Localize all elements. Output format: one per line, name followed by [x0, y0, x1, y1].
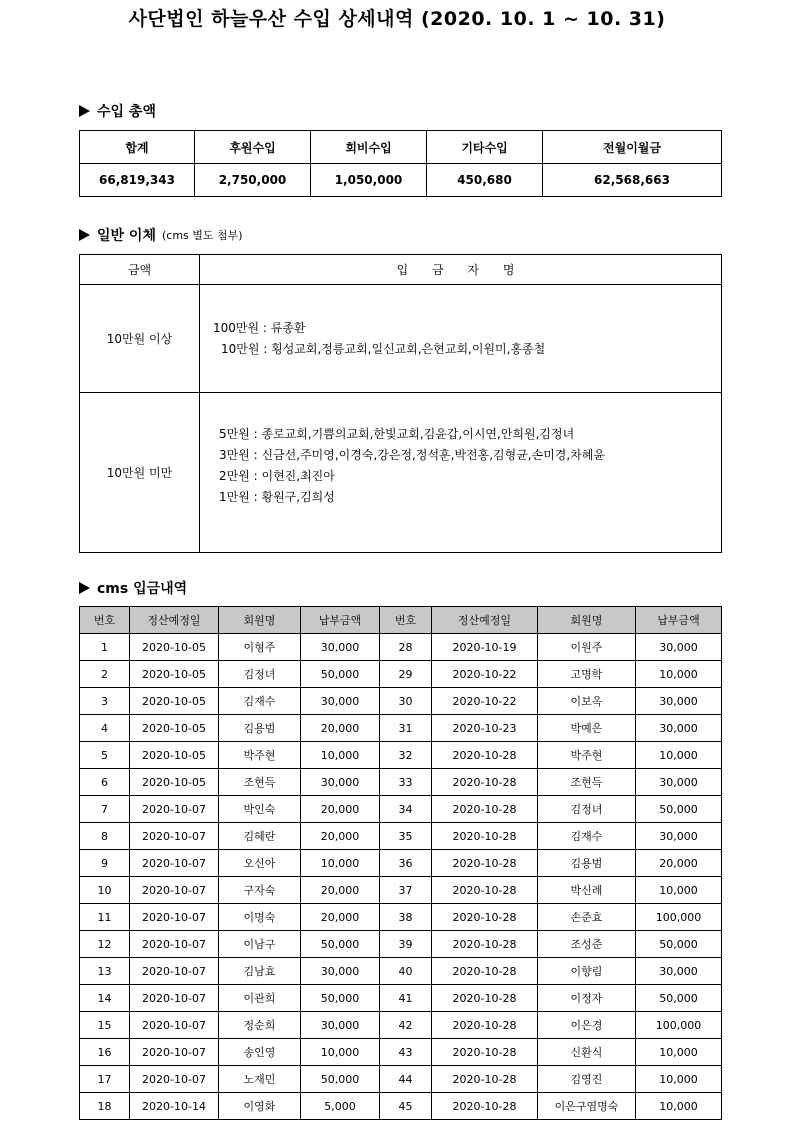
settlement-date-cell: 2020-10-07 — [130, 931, 219, 958]
section-title: cms 입금내역 — [97, 581, 188, 597]
amount-cell: 10,000 — [636, 1039, 722, 1066]
table-row — [80, 769, 722, 796]
table-header-row — [80, 255, 722, 285]
member-name-cell: 이보옥 — [538, 688, 636, 715]
header-cell: 후원수입 — [195, 131, 311, 164]
settlement-date-cell: 2020-10-28 — [432, 985, 538, 1012]
settlement-date-cell: 2020-10-05 — [130, 634, 219, 661]
number-cell: 3 — [80, 688, 130, 715]
member-name-cell: 이원주 — [538, 634, 636, 661]
settlement-date-cell: 2020-10-07 — [130, 1039, 219, 1066]
settlement-date-cell: 2020-10-28 — [432, 796, 538, 823]
settlement-date-cell: 2020-10-07 — [130, 904, 219, 931]
number-cell: 32 — [380, 742, 432, 769]
table-row — [80, 1012, 722, 1039]
number-cell: 28 — [380, 634, 432, 661]
amount-cell: 10,000 — [636, 877, 722, 904]
settlement-date-cell: 2020-10-07 — [130, 850, 219, 877]
member-name-cell: 박주현 — [538, 742, 636, 769]
header-cell: 납부금액 — [636, 607, 722, 634]
member-name-cell: 박신례 — [538, 877, 636, 904]
amount-cell: 5,000 — [301, 1093, 380, 1120]
amount-cell: 10만원 이상 — [80, 285, 200, 393]
settlement-date-cell: 2020-10-19 — [432, 634, 538, 661]
header-cell: 전월이월금 — [543, 131, 722, 164]
value-cell: 1,050,000 — [311, 164, 427, 197]
header-cell: 납부금액 — [301, 607, 380, 634]
amount-cell: 50,000 — [301, 1066, 380, 1093]
number-cell: 34 — [380, 796, 432, 823]
page-title: 사단법인 하늘우산 수입 상세내역 (2020. 10. 1 ~ 10. 31) — [128, 8, 666, 30]
number-cell: 35 — [380, 823, 432, 850]
table-row — [80, 634, 722, 661]
section-note: (cms 별도 첨부) — [161, 229, 243, 242]
settlement-date-cell: 2020-10-28 — [432, 958, 538, 985]
triangle-bullet-icon — [79, 105, 90, 117]
value-cell: 450,680 — [427, 164, 543, 197]
member-name-cell: 오신아 — [219, 850, 301, 877]
table-row — [80, 958, 722, 985]
member-name-cell: 이명숙 — [219, 904, 301, 931]
section-title: 수입 총액 — [97, 104, 156, 120]
number-cell: 16 — [80, 1039, 130, 1066]
number-cell: 4 — [80, 715, 130, 742]
member-name-cell: 김혜란 — [219, 823, 301, 850]
member-name-cell: 이은구염명숙 — [538, 1093, 636, 1120]
depositor-line: 2만원 : 이현진,최진아 — [219, 468, 335, 483]
member-name-cell: 송인영 — [219, 1039, 301, 1066]
amount-cell: 10,000 — [301, 742, 380, 769]
number-cell: 8 — [80, 823, 130, 850]
depositor-line: 10만원 : 횡성교회,정릉교회,일신교회,은현교회,이원미,홍종철 — [221, 341, 546, 356]
general-transfer-table — [79, 254, 722, 553]
number-cell: 33 — [380, 769, 432, 796]
number-cell: 42 — [380, 1012, 432, 1039]
amount-cell: 10,000 — [301, 1039, 380, 1066]
table-row — [80, 164, 722, 197]
number-cell: 10 — [80, 877, 130, 904]
member-name-cell: 김정녀 — [538, 796, 636, 823]
amount-cell: 50,000 — [301, 985, 380, 1012]
table-row — [80, 1093, 722, 1120]
member-name-cell: 박주현 — [219, 742, 301, 769]
settlement-date-cell: 2020-10-28 — [432, 850, 538, 877]
settlement-date-cell: 2020-10-07 — [130, 985, 219, 1012]
member-name-cell: 노재민 — [219, 1066, 301, 1093]
amount-cell: 50,000 — [301, 661, 380, 688]
amount-cell: 20,000 — [301, 715, 380, 742]
member-name-cell: 구자숙 — [219, 877, 301, 904]
settlement-date-cell: 2020-10-28 — [432, 1039, 538, 1066]
number-cell: 39 — [380, 931, 432, 958]
number-cell: 14 — [80, 985, 130, 1012]
member-name-cell: 김용범 — [538, 850, 636, 877]
number-cell: 31 — [380, 715, 432, 742]
number-cell: 29 — [380, 661, 432, 688]
income-total-table — [79, 130, 722, 197]
settlement-date-cell: 2020-10-07 — [130, 958, 219, 985]
member-name-cell: 이형주 — [219, 634, 301, 661]
table-row — [80, 1066, 722, 1093]
table-row — [80, 985, 722, 1012]
amount-cell: 30,000 — [636, 715, 722, 742]
member-name-cell: 정순희 — [219, 1012, 301, 1039]
header-cell: 합계 — [80, 131, 195, 164]
depositor-line: 3만원 : 신금선,주미영,이경숙,강은정,정석훈,박전홍,김형균,손미경,차혜윤 — [219, 447, 605, 462]
amount-cell: 30,000 — [301, 958, 380, 985]
settlement-date-cell: 2020-10-28 — [432, 877, 538, 904]
amount-cell: 10,000 — [636, 1093, 722, 1120]
amount-cell: 30,000 — [636, 769, 722, 796]
amount-cell: 20,000 — [301, 796, 380, 823]
settlement-date-cell: 2020-10-07 — [130, 796, 219, 823]
amount-cell: 30,000 — [636, 823, 722, 850]
header-cell: 회비수입 — [311, 131, 427, 164]
member-name-cell: 김정녀 — [219, 661, 301, 688]
settlement-date-cell: 2020-10-28 — [432, 1093, 538, 1120]
member-name-cell: 고명학 — [538, 661, 636, 688]
settlement-date-cell: 2020-10-05 — [130, 715, 219, 742]
number-cell: 30 — [380, 688, 432, 715]
member-name-cell: 박예은 — [538, 715, 636, 742]
settlement-date-cell: 2020-10-05 — [130, 688, 219, 715]
table-row — [80, 715, 722, 742]
table-header-row — [80, 607, 722, 634]
number-cell: 40 — [380, 958, 432, 985]
amount-cell: 20,000 — [301, 877, 380, 904]
settlement-date-cell: 2020-10-22 — [432, 661, 538, 688]
amount-cell: 30,000 — [636, 688, 722, 715]
header-cell: 번호 — [380, 607, 432, 634]
number-cell: 45 — [380, 1093, 432, 1120]
number-cell: 17 — [80, 1066, 130, 1093]
number-cell: 41 — [380, 985, 432, 1012]
amount-cell: 30,000 — [301, 634, 380, 661]
settlement-date-cell: 2020-10-05 — [130, 769, 219, 796]
cms-table — [79, 606, 722, 1120]
amount-cell: 100,000 — [636, 1012, 722, 1039]
amount-cell: 30,000 — [301, 688, 380, 715]
settlement-date-cell: 2020-10-23 — [432, 715, 538, 742]
settlement-date-cell: 2020-10-28 — [432, 769, 538, 796]
amount-cell: 50,000 — [636, 985, 722, 1012]
number-cell: 12 — [80, 931, 130, 958]
member-name-cell: 조현득 — [219, 769, 301, 796]
header-cell: 입 금 자 명 — [200, 255, 722, 285]
number-cell: 6 — [80, 769, 130, 796]
section-heading-income-total — [79, 101, 156, 121]
section-heading-cms — [79, 578, 187, 598]
table-row — [80, 1039, 722, 1066]
amount-cell: 50,000 — [636, 931, 722, 958]
number-cell: 43 — [380, 1039, 432, 1066]
header-cell: 정산예정일 — [432, 607, 538, 634]
header-cell: 회원명 — [219, 607, 301, 634]
amount-cell: 10,000 — [636, 661, 722, 688]
settlement-date-cell: 2020-10-05 — [130, 661, 219, 688]
triangle-bullet-icon — [79, 229, 90, 241]
member-name-cell: 이향림 — [538, 958, 636, 985]
table-row — [80, 661, 722, 688]
depositor-line: 100만원 : 류종환 — [213, 320, 306, 335]
number-cell: 36 — [380, 850, 432, 877]
amount-cell: 30,000 — [636, 958, 722, 985]
table-row — [80, 688, 722, 715]
member-name-cell: 김남효 — [219, 958, 301, 985]
settlement-date-cell: 2020-10-07 — [130, 1066, 219, 1093]
number-cell: 7 — [80, 796, 130, 823]
depositor-cell — [200, 285, 722, 393]
depositor-cell — [200, 393, 722, 553]
settlement-date-cell: 2020-10-14 — [130, 1093, 219, 1120]
section-heading-general-transfer — [79, 225, 243, 245]
amount-cell: 30,000 — [636, 634, 722, 661]
table-row — [80, 850, 722, 877]
value-cell: 2,750,000 — [195, 164, 311, 197]
number-cell: 18 — [80, 1093, 130, 1120]
depositor-line: 1만원 : 황원구,김희성 — [219, 489, 335, 504]
amount-cell: 10만원 미만 — [80, 393, 200, 553]
table-header-row — [80, 131, 722, 164]
member-name-cell: 손준효 — [538, 904, 636, 931]
table-row — [80, 877, 722, 904]
value-cell: 66,819,343 — [80, 164, 195, 197]
amount-cell: 20,000 — [301, 904, 380, 931]
table-row — [80, 742, 722, 769]
amount-cell: 50,000 — [636, 796, 722, 823]
member-name-cell: 박인숙 — [219, 796, 301, 823]
settlement-date-cell: 2020-10-22 — [432, 688, 538, 715]
value-cell: 62,568,663 — [543, 164, 722, 197]
amount-cell: 10,000 — [636, 1066, 722, 1093]
header-cell: 회원명 — [538, 607, 636, 634]
member-name-cell: 김용범 — [219, 715, 301, 742]
header-cell: 기타수입 — [427, 131, 543, 164]
depositor-line: 5만원 : 종로교회,기쁨의교회,한빛교회,김윤갑,이시연,안희원,김정녀 — [219, 426, 575, 441]
settlement-date-cell: 2020-10-28 — [432, 931, 538, 958]
number-cell: 1 — [80, 634, 130, 661]
settlement-date-cell: 2020-10-07 — [130, 823, 219, 850]
number-cell: 37 — [380, 877, 432, 904]
header-cell: 금액 — [80, 255, 200, 285]
member-name-cell: 이정자 — [538, 985, 636, 1012]
member-name-cell: 김재수 — [219, 688, 301, 715]
member-name-cell: 이영화 — [219, 1093, 301, 1120]
member-name-cell: 이관희 — [219, 985, 301, 1012]
number-cell: 9 — [80, 850, 130, 877]
number-cell: 44 — [380, 1066, 432, 1093]
member-name-cell: 이은경 — [538, 1012, 636, 1039]
member-name-cell: 조성준 — [538, 931, 636, 958]
table-row — [80, 931, 722, 958]
settlement-date-cell: 2020-10-28 — [432, 742, 538, 769]
member-name-cell: 김재수 — [538, 823, 636, 850]
settlement-date-cell: 2020-10-07 — [130, 877, 219, 904]
section-title: 일반 이체 — [97, 228, 156, 244]
settlement-date-cell: 2020-10-28 — [432, 823, 538, 850]
amount-cell: 100,000 — [636, 904, 722, 931]
table-row — [80, 904, 722, 931]
amount-cell: 50,000 — [301, 931, 380, 958]
amount-cell: 20,000 — [636, 850, 722, 877]
member-name-cell: 조현득 — [538, 769, 636, 796]
amount-cell: 30,000 — [301, 1012, 380, 1039]
number-cell: 5 — [80, 742, 130, 769]
number-cell: 13 — [80, 958, 130, 985]
settlement-date-cell: 2020-10-28 — [432, 1012, 538, 1039]
table-row — [80, 285, 722, 393]
member-name-cell: 신환식 — [538, 1039, 636, 1066]
triangle-bullet-icon — [79, 582, 90, 594]
header-cell: 정산예정일 — [130, 607, 219, 634]
amount-cell: 20,000 — [301, 823, 380, 850]
number-cell: 11 — [80, 904, 130, 931]
settlement-date-cell: 2020-10-05 — [130, 742, 219, 769]
number-cell: 2 — [80, 661, 130, 688]
settlement-date-cell: 2020-10-28 — [432, 904, 538, 931]
amount-cell: 10,000 — [301, 850, 380, 877]
table-row — [80, 796, 722, 823]
member-name-cell: 김영진 — [538, 1066, 636, 1093]
number-cell: 15 — [80, 1012, 130, 1039]
amount-cell: 30,000 — [301, 769, 380, 796]
table-row — [80, 393, 722, 553]
header-cell: 번호 — [80, 607, 130, 634]
settlement-date-cell: 2020-10-07 — [130, 1012, 219, 1039]
number-cell: 38 — [380, 904, 432, 931]
settlement-date-cell: 2020-10-28 — [432, 1066, 538, 1093]
amount-cell: 10,000 — [636, 742, 722, 769]
member-name-cell: 이남구 — [219, 931, 301, 958]
table-row — [80, 823, 722, 850]
